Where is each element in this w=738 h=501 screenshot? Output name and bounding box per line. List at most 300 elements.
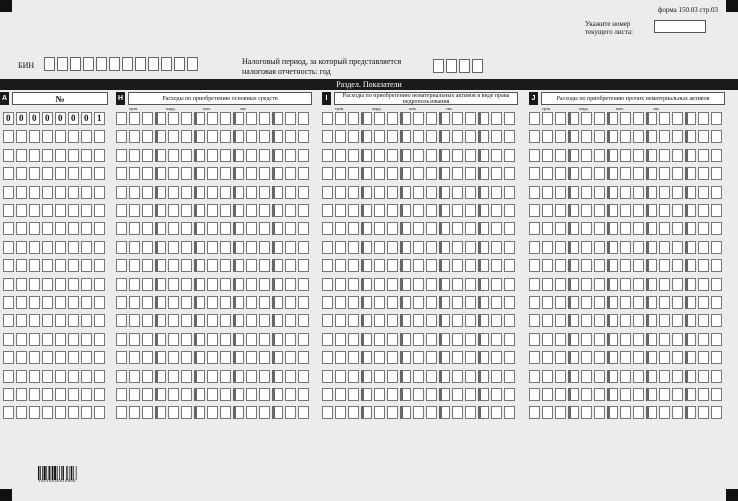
subsoil-rights-cell[interactable] (348, 186, 359, 199)
other-intangibles-cell[interactable] (555, 186, 566, 199)
fixed-assets-cell[interactable] (168, 296, 179, 309)
row-number-cell[interactable] (16, 241, 27, 254)
other-intangibles-cell[interactable] (607, 333, 618, 346)
other-intangibles-cell[interactable] (659, 259, 670, 272)
other-intangibles-cell[interactable] (646, 314, 657, 327)
bin-cell[interactable] (83, 57, 94, 71)
subsoil-rights-cell[interactable] (374, 222, 385, 235)
subsoil-rights-cell[interactable] (413, 149, 424, 162)
other-intangibles-cell[interactable] (594, 388, 605, 401)
fixed-assets-cell[interactable] (259, 222, 270, 235)
fixed-assets-cell[interactable] (194, 112, 205, 125)
other-intangibles-cell[interactable] (672, 314, 683, 327)
other-intangibles-cell[interactable] (672, 222, 683, 235)
subsoil-rights-cell[interactable] (426, 204, 437, 217)
fixed-assets-cell[interactable] (194, 204, 205, 217)
fixed-assets-cell[interactable] (233, 370, 244, 383)
other-intangibles-cell[interactable] (620, 333, 631, 346)
subsoil-rights-cell[interactable] (400, 388, 411, 401)
subsoil-rights-cell[interactable] (387, 278, 398, 291)
other-intangibles-cell[interactable] (581, 204, 592, 217)
other-intangibles-cell[interactable] (529, 370, 540, 383)
fixed-assets-cell[interactable] (155, 296, 166, 309)
row-number-cell[interactable] (3, 314, 14, 327)
fixed-assets-cell[interactable] (220, 222, 231, 235)
fixed-assets-cell[interactable] (194, 130, 205, 143)
other-intangibles-cell[interactable] (711, 388, 722, 401)
subsoil-rights-cell[interactable] (348, 222, 359, 235)
subsoil-rights-cell[interactable] (504, 149, 515, 162)
fixed-assets-cell[interactable] (168, 406, 179, 419)
subsoil-rights-cell[interactable] (478, 241, 489, 254)
other-intangibles-cell[interactable] (581, 388, 592, 401)
fixed-assets-cell[interactable] (116, 259, 127, 272)
bin-cell[interactable] (57, 57, 68, 71)
fixed-assets-cell[interactable] (246, 204, 257, 217)
other-intangibles-cell[interactable] (568, 149, 579, 162)
other-intangibles-cell[interactable] (698, 130, 709, 143)
subsoil-rights-cell[interactable] (348, 333, 359, 346)
row-number-cell[interactable] (3, 406, 14, 419)
other-intangibles-cell[interactable] (581, 112, 592, 125)
other-intangibles-cell[interactable] (542, 149, 553, 162)
fixed-assets-cell[interactable] (129, 241, 140, 254)
fixed-assets-cell[interactable] (129, 351, 140, 364)
fixed-assets-cell[interactable] (142, 130, 153, 143)
subsoil-rights-cell[interactable] (426, 388, 437, 401)
row-number-cell[interactable] (16, 370, 27, 383)
fixed-assets-cell[interactable] (233, 406, 244, 419)
row-number-cell[interactable] (81, 388, 92, 401)
other-intangibles-cell[interactable] (659, 204, 670, 217)
subsoil-rights-cell[interactable] (322, 241, 333, 254)
row-number-cell[interactable] (55, 314, 66, 327)
row-number-cell[interactable] (55, 167, 66, 180)
row-number-cell[interactable] (81, 370, 92, 383)
row-number-cell[interactable] (94, 222, 105, 235)
other-intangibles-cell[interactable] (711, 167, 722, 180)
fixed-assets-cell[interactable] (116, 351, 127, 364)
other-intangibles-cell[interactable] (659, 406, 670, 419)
fixed-assets-cell[interactable] (142, 222, 153, 235)
other-intangibles-cell[interactable] (698, 112, 709, 125)
row-number-cell[interactable] (29, 241, 40, 254)
subsoil-rights-cell[interactable] (374, 149, 385, 162)
other-intangibles-cell[interactable] (672, 186, 683, 199)
row-number-cell[interactable] (68, 186, 79, 199)
other-intangibles-cell[interactable] (568, 186, 579, 199)
fixed-assets-cell[interactable] (155, 388, 166, 401)
fixed-assets-cell[interactable] (246, 167, 257, 180)
fixed-assets-cell[interactable] (168, 351, 179, 364)
other-intangibles-cell[interactable] (542, 204, 553, 217)
row-number-cell[interactable] (55, 351, 66, 364)
fixed-assets-cell[interactable] (116, 149, 127, 162)
subsoil-rights-cell[interactable] (426, 241, 437, 254)
other-intangibles-cell[interactable] (698, 314, 709, 327)
subsoil-rights-cell[interactable] (465, 388, 476, 401)
other-intangibles-cell[interactable] (633, 149, 644, 162)
other-intangibles-cell[interactable] (620, 406, 631, 419)
fixed-assets-cell[interactable] (272, 130, 283, 143)
other-intangibles-cell[interactable] (711, 333, 722, 346)
subsoil-rights-cell[interactable] (491, 112, 502, 125)
fixed-assets-cell[interactable] (181, 167, 192, 180)
fixed-assets-cell[interactable] (116, 112, 127, 125)
other-intangibles-cell[interactable] (607, 259, 618, 272)
fixed-assets-cell[interactable] (246, 370, 257, 383)
other-intangibles-cell[interactable] (555, 167, 566, 180)
fixed-assets-cell[interactable] (259, 406, 270, 419)
fixed-assets-cell[interactable] (233, 333, 244, 346)
subsoil-rights-cell[interactable] (361, 259, 372, 272)
other-intangibles-cell[interactable] (646, 406, 657, 419)
other-intangibles-cell[interactable] (555, 130, 566, 143)
subsoil-rights-cell[interactable] (387, 333, 398, 346)
other-intangibles-cell[interactable] (568, 112, 579, 125)
row-number-cell[interactable] (42, 351, 53, 364)
subsoil-rights-cell[interactable] (504, 186, 515, 199)
subsoil-rights-cell[interactable] (348, 351, 359, 364)
subsoil-rights-cell[interactable] (491, 351, 502, 364)
subsoil-rights-cell[interactable] (491, 333, 502, 346)
fixed-assets-cell[interactable] (129, 149, 140, 162)
subsoil-rights-cell[interactable] (478, 259, 489, 272)
other-intangibles-cell[interactable] (633, 388, 644, 401)
fixed-assets-cell[interactable] (142, 314, 153, 327)
fixed-assets-cell[interactable] (285, 112, 296, 125)
subsoil-rights-cell[interactable] (400, 278, 411, 291)
fixed-assets-cell[interactable] (246, 351, 257, 364)
row-number-cell[interactable] (42, 333, 53, 346)
row-number-cell[interactable] (29, 130, 40, 143)
row-number-cell[interactable] (42, 406, 53, 419)
row-number-cell[interactable] (29, 186, 40, 199)
subsoil-rights-cell[interactable] (504, 314, 515, 327)
subsoil-rights-cell[interactable] (426, 296, 437, 309)
subsoil-rights-cell[interactable] (335, 259, 346, 272)
subsoil-rights-cell[interactable] (400, 351, 411, 364)
subsoil-rights-cell[interactable] (413, 167, 424, 180)
subsoil-rights-cell[interactable] (478, 370, 489, 383)
fixed-assets-cell[interactable] (285, 351, 296, 364)
fixed-assets-cell[interactable] (181, 406, 192, 419)
other-intangibles-cell[interactable] (555, 278, 566, 291)
bin-cell[interactable] (174, 57, 185, 71)
other-intangibles-cell[interactable] (529, 241, 540, 254)
fixed-assets-cell[interactable] (155, 112, 166, 125)
fixed-assets-cell[interactable] (116, 388, 127, 401)
fixed-assets-cell[interactable] (259, 186, 270, 199)
fixed-assets-cell[interactable] (194, 241, 205, 254)
other-intangibles-cell[interactable] (542, 186, 553, 199)
row-number-cell[interactable] (55, 130, 66, 143)
subsoil-rights-cell[interactable] (465, 167, 476, 180)
subsoil-rights-cell[interactable] (452, 314, 463, 327)
other-intangibles-cell[interactable] (529, 259, 540, 272)
fixed-assets-cell[interactable] (181, 370, 192, 383)
fixed-assets-cell[interactable] (220, 388, 231, 401)
subsoil-rights-cell[interactable] (491, 149, 502, 162)
row-number-cell[interactable] (42, 222, 53, 235)
fixed-assets-cell[interactable] (207, 112, 218, 125)
other-intangibles-cell[interactable] (607, 296, 618, 309)
subsoil-rights-cell[interactable] (413, 333, 424, 346)
other-intangibles-cell[interactable] (568, 167, 579, 180)
other-intangibles-cell[interactable] (646, 186, 657, 199)
fixed-assets-cell[interactable] (168, 333, 179, 346)
other-intangibles-cell[interactable] (568, 370, 579, 383)
fixed-assets-cell[interactable] (155, 370, 166, 383)
other-intangibles-cell[interactable] (685, 186, 696, 199)
fixed-assets-cell[interactable] (246, 149, 257, 162)
bin-cell[interactable] (70, 57, 81, 71)
fixed-assets-cell[interactable] (181, 130, 192, 143)
fixed-assets-cell[interactable] (207, 167, 218, 180)
fixed-assets-cell[interactable] (207, 370, 218, 383)
row-number-cell[interactable] (81, 259, 92, 272)
other-intangibles-cell[interactable] (685, 388, 696, 401)
other-intangibles-cell[interactable] (672, 278, 683, 291)
other-intangibles-cell[interactable] (581, 222, 592, 235)
row-number-cell[interactable] (94, 186, 105, 199)
other-intangibles-cell[interactable] (607, 388, 618, 401)
other-intangibles-cell[interactable] (711, 278, 722, 291)
row-number-cell[interactable] (81, 222, 92, 235)
fixed-assets-cell[interactable] (220, 259, 231, 272)
other-intangibles-cell[interactable] (594, 351, 605, 364)
subsoil-rights-cell[interactable] (335, 388, 346, 401)
other-intangibles-cell[interactable] (646, 370, 657, 383)
row-number-cell[interactable] (16, 314, 27, 327)
subsoil-rights-cell[interactable] (361, 149, 372, 162)
subsoil-rights-cell[interactable] (361, 130, 372, 143)
fixed-assets-cell[interactable] (246, 186, 257, 199)
other-intangibles-cell[interactable] (672, 351, 683, 364)
other-intangibles-cell[interactable] (568, 241, 579, 254)
other-intangibles-cell[interactable] (672, 167, 683, 180)
fixed-assets-cell[interactable] (233, 314, 244, 327)
fixed-assets-cell[interactable] (116, 314, 127, 327)
subsoil-rights-cell[interactable] (322, 370, 333, 383)
fixed-assets-cell[interactable] (246, 222, 257, 235)
row-number-cell[interactable] (81, 204, 92, 217)
other-intangibles-cell[interactable] (594, 296, 605, 309)
fixed-assets-cell[interactable] (298, 278, 309, 291)
subsoil-rights-cell[interactable] (439, 112, 450, 125)
other-intangibles-cell[interactable] (698, 333, 709, 346)
fixed-assets-cell[interactable] (285, 388, 296, 401)
fixed-assets-cell[interactable] (194, 167, 205, 180)
fixed-assets-cell[interactable] (168, 112, 179, 125)
row-number-cell[interactable] (68, 314, 79, 327)
subsoil-rights-cell[interactable] (348, 149, 359, 162)
row-number-cell[interactable] (29, 370, 40, 383)
subsoil-rights-cell[interactable] (413, 204, 424, 217)
row-number-cell[interactable] (94, 406, 105, 419)
other-intangibles-cell[interactable] (633, 406, 644, 419)
subsoil-rights-cell[interactable] (439, 406, 450, 419)
subsoil-rights-cell[interactable] (465, 314, 476, 327)
fixed-assets-cell[interactable] (194, 406, 205, 419)
other-intangibles-cell[interactable] (594, 259, 605, 272)
other-intangibles-cell[interactable] (607, 204, 618, 217)
fixed-assets-cell[interactable] (168, 130, 179, 143)
subsoil-rights-cell[interactable] (348, 130, 359, 143)
subsoil-rights-cell[interactable] (478, 278, 489, 291)
subsoil-rights-cell[interactable] (413, 406, 424, 419)
bin-cell[interactable] (148, 57, 159, 71)
fixed-assets-cell[interactable] (129, 406, 140, 419)
other-intangibles-cell[interactable] (529, 406, 540, 419)
subsoil-rights-cell[interactable] (335, 333, 346, 346)
row-number-cell[interactable] (81, 186, 92, 199)
fixed-assets-cell[interactable] (246, 406, 257, 419)
other-intangibles-cell[interactable] (542, 333, 553, 346)
other-intangibles-cell[interactable] (659, 149, 670, 162)
other-intangibles-cell[interactable] (685, 351, 696, 364)
other-intangibles-cell[interactable] (685, 112, 696, 125)
other-intangibles-cell[interactable] (633, 222, 644, 235)
row-number-cell[interactable] (68, 149, 79, 162)
year-cell[interactable] (472, 59, 483, 73)
fixed-assets-cell[interactable] (246, 333, 257, 346)
other-intangibles-cell[interactable] (633, 186, 644, 199)
fixed-assets-cell[interactable] (246, 314, 257, 327)
subsoil-rights-cell[interactable] (413, 296, 424, 309)
other-intangibles-cell[interactable] (607, 314, 618, 327)
subsoil-rights-cell[interactable] (452, 333, 463, 346)
other-intangibles-cell[interactable] (568, 130, 579, 143)
fixed-assets-cell[interactable] (246, 278, 257, 291)
other-intangibles-cell[interactable] (711, 112, 722, 125)
subsoil-rights-cell[interactable] (465, 278, 476, 291)
row-number-cell[interactable] (42, 167, 53, 180)
subsoil-rights-cell[interactable] (465, 186, 476, 199)
row-number-cell[interactable] (16, 204, 27, 217)
other-intangibles-cell[interactable] (711, 186, 722, 199)
subsoil-rights-cell[interactable] (478, 130, 489, 143)
fixed-assets-cell[interactable] (129, 333, 140, 346)
fixed-assets-cell[interactable] (142, 278, 153, 291)
other-intangibles-cell[interactable] (711, 406, 722, 419)
other-intangibles-cell[interactable] (607, 406, 618, 419)
other-intangibles-cell[interactable] (685, 130, 696, 143)
other-intangibles-cell[interactable] (711, 149, 722, 162)
fixed-assets-cell[interactable] (181, 314, 192, 327)
subsoil-rights-cell[interactable] (452, 149, 463, 162)
subsoil-rights-cell[interactable] (439, 222, 450, 235)
row-number-cell[interactable] (55, 278, 66, 291)
fixed-assets-cell[interactable] (116, 222, 127, 235)
fixed-assets-cell[interactable] (233, 112, 244, 125)
subsoil-rights-cell[interactable] (322, 278, 333, 291)
other-intangibles-cell[interactable] (555, 149, 566, 162)
subsoil-rights-cell[interactable] (478, 314, 489, 327)
subsoil-rights-cell[interactable] (465, 112, 476, 125)
subsoil-rights-cell[interactable] (452, 406, 463, 419)
row-number-cell[interactable] (55, 370, 66, 383)
fixed-assets-cell[interactable] (116, 278, 127, 291)
other-intangibles-cell[interactable] (594, 370, 605, 383)
other-intangibles-cell[interactable] (594, 278, 605, 291)
fixed-assets-cell[interactable] (298, 406, 309, 419)
fixed-assets-cell[interactable] (168, 222, 179, 235)
other-intangibles-cell[interactable] (529, 186, 540, 199)
subsoil-rights-cell[interactable] (335, 130, 346, 143)
fixed-assets-cell[interactable] (155, 241, 166, 254)
other-intangibles-cell[interactable] (542, 130, 553, 143)
other-intangibles-cell[interactable] (711, 351, 722, 364)
subsoil-rights-cell[interactable] (400, 167, 411, 180)
other-intangibles-cell[interactable] (555, 296, 566, 309)
other-intangibles-cell[interactable] (594, 112, 605, 125)
row-number-cell[interactable] (3, 259, 14, 272)
other-intangibles-cell[interactable] (620, 259, 631, 272)
subsoil-rights-cell[interactable] (335, 204, 346, 217)
fixed-assets-cell[interactable] (155, 278, 166, 291)
subsoil-rights-cell[interactable] (361, 370, 372, 383)
subsoil-rights-cell[interactable] (439, 388, 450, 401)
subsoil-rights-cell[interactable] (387, 314, 398, 327)
fixed-assets-cell[interactable] (116, 370, 127, 383)
subsoil-rights-cell[interactable] (400, 186, 411, 199)
subsoil-rights-cell[interactable] (322, 130, 333, 143)
subsoil-rights-cell[interactable] (439, 314, 450, 327)
subsoil-rights-cell[interactable] (387, 204, 398, 217)
fixed-assets-cell[interactable] (272, 296, 283, 309)
subsoil-rights-cell[interactable] (374, 204, 385, 217)
fixed-assets-cell[interactable] (181, 333, 192, 346)
fixed-assets-cell[interactable] (129, 296, 140, 309)
row-number-cell[interactable] (16, 130, 27, 143)
fixed-assets-cell[interactable] (194, 222, 205, 235)
other-intangibles-cell[interactable] (672, 406, 683, 419)
subsoil-rights-cell[interactable] (387, 167, 398, 180)
subsoil-rights-cell[interactable] (478, 204, 489, 217)
row-number-cell[interactable] (68, 351, 79, 364)
subsoil-rights-cell[interactable] (439, 296, 450, 309)
fixed-assets-cell[interactable] (298, 388, 309, 401)
row-number-cell[interactable] (55, 186, 66, 199)
other-intangibles-cell[interactable] (698, 278, 709, 291)
row-number-cell[interactable] (29, 149, 40, 162)
subsoil-rights-cell[interactable] (322, 149, 333, 162)
other-intangibles-cell[interactable] (698, 296, 709, 309)
fixed-assets-cell[interactable] (181, 149, 192, 162)
row-number-cell[interactable] (16, 388, 27, 401)
fixed-assets-cell[interactable] (259, 149, 270, 162)
row-number-cell[interactable] (94, 130, 105, 143)
subsoil-rights-cell[interactable] (335, 278, 346, 291)
fixed-assets-cell[interactable] (168, 241, 179, 254)
subsoil-rights-cell[interactable] (465, 204, 476, 217)
subsoil-rights-cell[interactable] (504, 351, 515, 364)
fixed-assets-cell[interactable] (168, 278, 179, 291)
other-intangibles-cell[interactable] (711, 314, 722, 327)
subsoil-rights-cell[interactable] (426, 222, 437, 235)
other-intangibles-cell[interactable] (581, 314, 592, 327)
other-intangibles-cell[interactable] (581, 167, 592, 180)
fixed-assets-cell[interactable] (272, 186, 283, 199)
row-number-cell[interactable] (81, 351, 92, 364)
fixed-assets-cell[interactable] (129, 130, 140, 143)
row-number-cell[interactable] (42, 204, 53, 217)
other-intangibles-cell[interactable] (646, 204, 657, 217)
subsoil-rights-cell[interactable] (478, 333, 489, 346)
other-intangibles-cell[interactable] (685, 222, 696, 235)
subsoil-rights-cell[interactable] (361, 351, 372, 364)
